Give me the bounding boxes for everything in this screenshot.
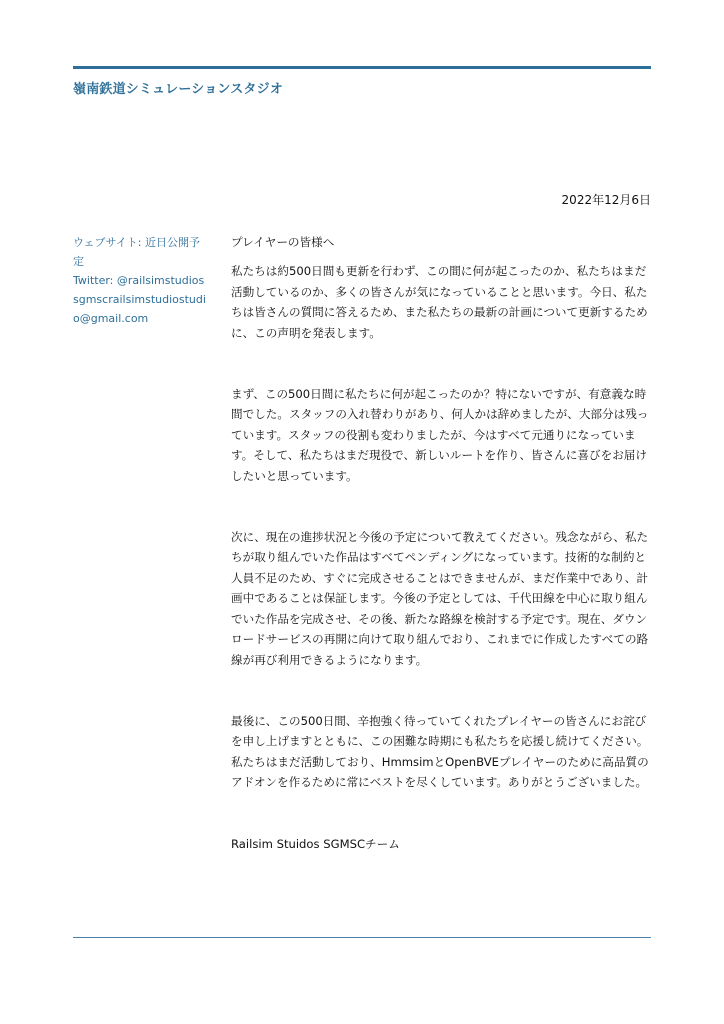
header-rule <box>73 66 651 69</box>
twitter-handle: Twitter: @railsimstudios <box>73 274 205 287</box>
paragraph-1: 私たちは約500日間も更新を行わず、この間に何が起こったのか、私たちはまだ活動しているのか、多くの皆さんが気になっていることと思います。今日、私たちは皆さんの質問に答えるため、また私たちの最新の計画について更新するために、この声明を発表します。 <box>231 264 648 340</box>
organization-name: 嶺南鉄道シミュレーションスタジオ <box>73 82 284 97</box>
paragraph-4: 最後に、この500日間、辛抱強く待っていてくれたプレイヤーの皆さんにお詫びを申し上げますとともに、この困難な時期にも私たちを応援し続けてください。私たちはまだ活動しており、HmmsimとOpenBVEプレイヤーのために高品質のアドオンを作るために常にベストを尽くしています。ありがとうございました。 <box>231 713 649 790</box>
signature: Railsim Stuidos SGMSCチーム <box>231 836 400 851</box>
letter-date: 2022年12月6日 <box>561 193 651 207</box>
paragraph-2: まず、この500日間に私たちに何が起こったのか？特にないですが、有意義な時間でした。スタッフの入れ替わりがあり、何人かは辞めましたが、大部分は残っています。スタッフの役割も変わりましたが、今はすべて元通りになっています。そして、私たちはまだ現役で、新しいルートを作り、皆さんに喜びをお届けしたいと思っています。 <box>231 387 649 483</box>
website-note: ウェブサイト: 近日公開予定 <box>73 236 200 268</box>
paragraph-3: 次に、現在の進捗状況と今後の予定について教えてください。残念ながら、私たちが取り組んでいた作品はすべてペンディングになっています。技術的な制約と人員不足のため、すぐに完成させることはできませんが、まだ作業中であり、計画中であることは保証します。今後の予定としては、千代田線を中心に取り組んでいた作品を完成させ、その後、新たな路線を検討する予定です。現在、ダウンロードサービスの再開に向けて取り組んでおり、これまでに作成したすべての路線が再び利用できるようになります。 <box>231 530 649 667</box>
salutation: プレイヤーの皆様へ <box>231 235 335 249</box>
letter-body <box>231 232 653 854</box>
email-address: sgmscrailsimstudiostudio@gmail.com <box>73 293 206 325</box>
contact-sidebar <box>73 233 207 328</box>
footer-rule <box>73 937 651 938</box>
